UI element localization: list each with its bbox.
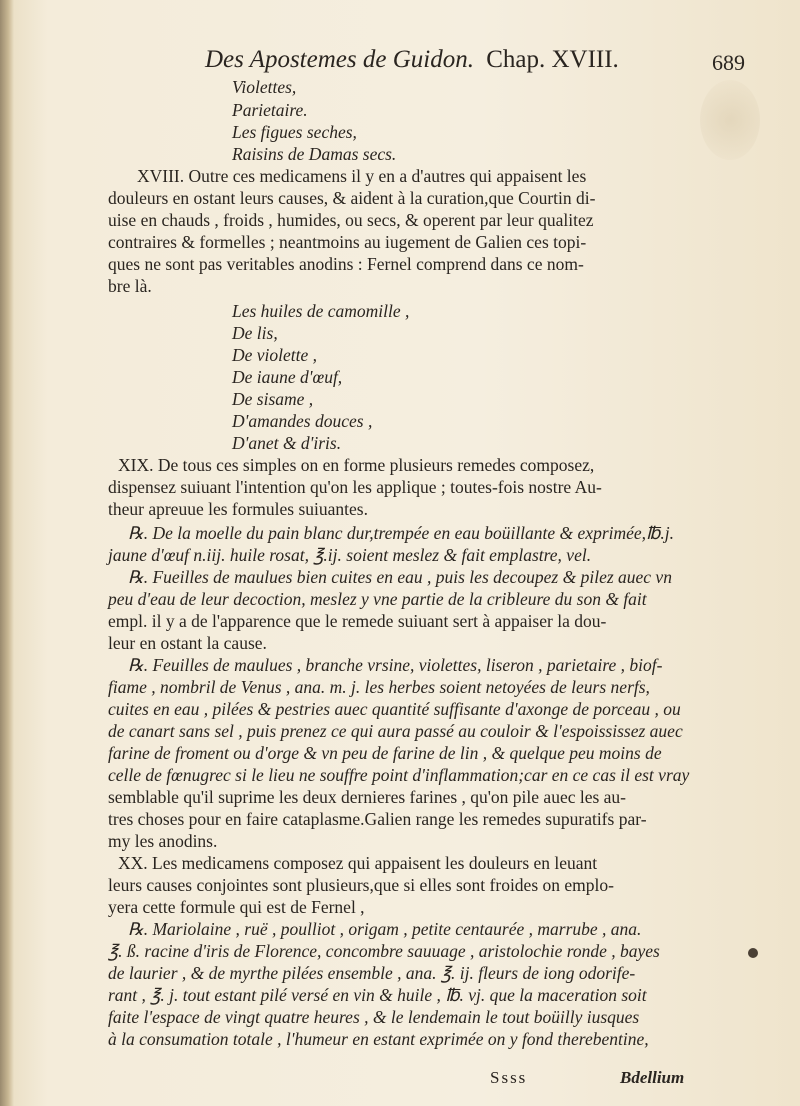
recipe-line: ℥. ß. racine d'iris de Florence, concombre sauuage , aristolochie ronde , bayes xyxy=(108,941,660,961)
recipe-line: de canart sans sel , puis prenez ce qui aura passé au couloir & l'espoississez auec xyxy=(108,721,683,741)
recipe-line: cuites en eau , pilées & pestries auec quantité suffisante d'axonge de porceau , ou xyxy=(108,699,681,719)
catchword: Bdellium xyxy=(620,1068,685,1087)
list-item: De iaune d'œuf, xyxy=(232,367,343,387)
page-gutter xyxy=(0,0,14,1106)
recipe-line: semblable qu'il suprime les deux dernieres farines , qu'on pile auec les au- xyxy=(108,787,627,807)
running-header xyxy=(205,46,745,78)
recipe-line: ℞. Mariolaine , ruë , poulliot , origam , petite centaurée , marrube , ana. xyxy=(128,919,642,939)
recipe-line: de laurier , & de myrthe pilées ensemble , ana. ℥. ij. fleurs de iong odorife- xyxy=(108,963,636,983)
text-line: XX. Les medicamens composez qui appaisent les douleurs en leuant xyxy=(118,853,598,873)
ink-spot xyxy=(748,948,758,958)
list-item: Raisins de Damas secs. xyxy=(232,144,397,164)
recipe-line: jaune d'œuf n.iij. huile rosat, ℥.ij. soient meslez & fait emplastre, vel. xyxy=(108,545,592,565)
list-item: Les figues seches, xyxy=(232,122,357,142)
recipe-line: fiame , nombril de Venus , ana. m. j. les herbes soient netoyées de leurs nerfs, xyxy=(108,677,650,697)
text-line: theur apreuue les formules suiuantes. xyxy=(108,499,368,519)
recipe-line: celle de fœnugrec si le lieu ne souffre point d'inflammation;car en ce cas il est vray xyxy=(108,765,690,785)
recipe-line: farine de froment ou d'orge & vn peu de farine de lin , & quelque peu moins de xyxy=(108,743,662,763)
text-line: dispensez suiuant l'intention qu'on les applique ; toutes-fois nostre Au- xyxy=(108,477,602,497)
text-line: ques ne sont pas veritables anodins : Fernel comprend dans ce nom- xyxy=(108,254,584,274)
chapter-label: Chap. XVIII. xyxy=(486,46,619,73)
text-line: yera cette formule qui est de Fernel , xyxy=(108,897,365,917)
signature-mark: Ssss xyxy=(490,1068,528,1087)
recipe-line: rant , ℥. j. tout estant pilé versé en vin & huile , ℔. vj. que la maceration soit xyxy=(108,985,647,1005)
recipe-line: leur en ostant la cause. xyxy=(108,633,267,653)
recipe-line: ℞. Feuilles de maulues , branche vrsine, violettes, liseron , parietaire , biof- xyxy=(128,655,663,675)
recipe-line: ℞. De la moelle du pain blanc dur,trempée en eau boüillante & exprimée,℔.j. xyxy=(128,523,674,543)
recipe-line: empl. il y a de l'apparence que le remede suiuant sert à appaiser la dou- xyxy=(108,611,607,631)
running-title: Des Apostemes de Guidon. xyxy=(205,46,474,73)
text-line: XIX. De tous ces simples on en forme plusieurs remedes composez, xyxy=(118,455,595,475)
text-line: bre là. xyxy=(108,276,152,296)
text-line: douleurs en ostant leurs causes, & aident à la curation,que Courtin di- xyxy=(108,188,596,208)
recipe-line: faite l'espace de vingt quatre heures , & le lendemain le tout boüilly iusques xyxy=(108,1007,640,1027)
recipe-line: à la consumation totale , l'humeur en estant exprimée on y fond therebentine, xyxy=(108,1029,649,1049)
recipe-line: peu d'eau de leur decoction, meslez y vne partie de la cribleure du son & fait xyxy=(108,589,647,609)
list-item: De violette , xyxy=(232,345,318,365)
recipe-line: my les anodins. xyxy=(108,831,218,851)
text-line: uise en chauds , froids , humides, ou secs, & operent par leur qualitez xyxy=(108,210,594,230)
paper-stain xyxy=(700,80,760,160)
list-item: D'amandes douces , xyxy=(232,411,373,431)
list-item: De sisame , xyxy=(232,389,314,409)
list-item: De lis, xyxy=(232,323,278,343)
list-item: Parietaire. xyxy=(232,100,308,120)
recipe-line: tres choses pour en faire cataplasme.Galien range les remedes supuratifs par- xyxy=(108,809,647,829)
list-item: Les huiles de camomille , xyxy=(232,301,410,321)
text-line: contraires & formelles ; neantmoins au iugement de Galien ces topi- xyxy=(108,232,587,252)
text-line: XVIII. Outre ces medicamens il y en a d'autres qui appaisent les xyxy=(137,166,587,186)
page-number: 689 xyxy=(712,50,745,75)
recipe-line: ℞. Fueilles de maulues bien cuites en eau , puis les decoupez & pilez auec vn xyxy=(128,567,672,587)
list-item: Violettes, xyxy=(232,77,297,97)
list-item: D'anet & d'iris. xyxy=(232,433,342,453)
text-line: leurs causes conjointes sont plusieurs,que si elles sont froides on emplo- xyxy=(108,875,614,895)
